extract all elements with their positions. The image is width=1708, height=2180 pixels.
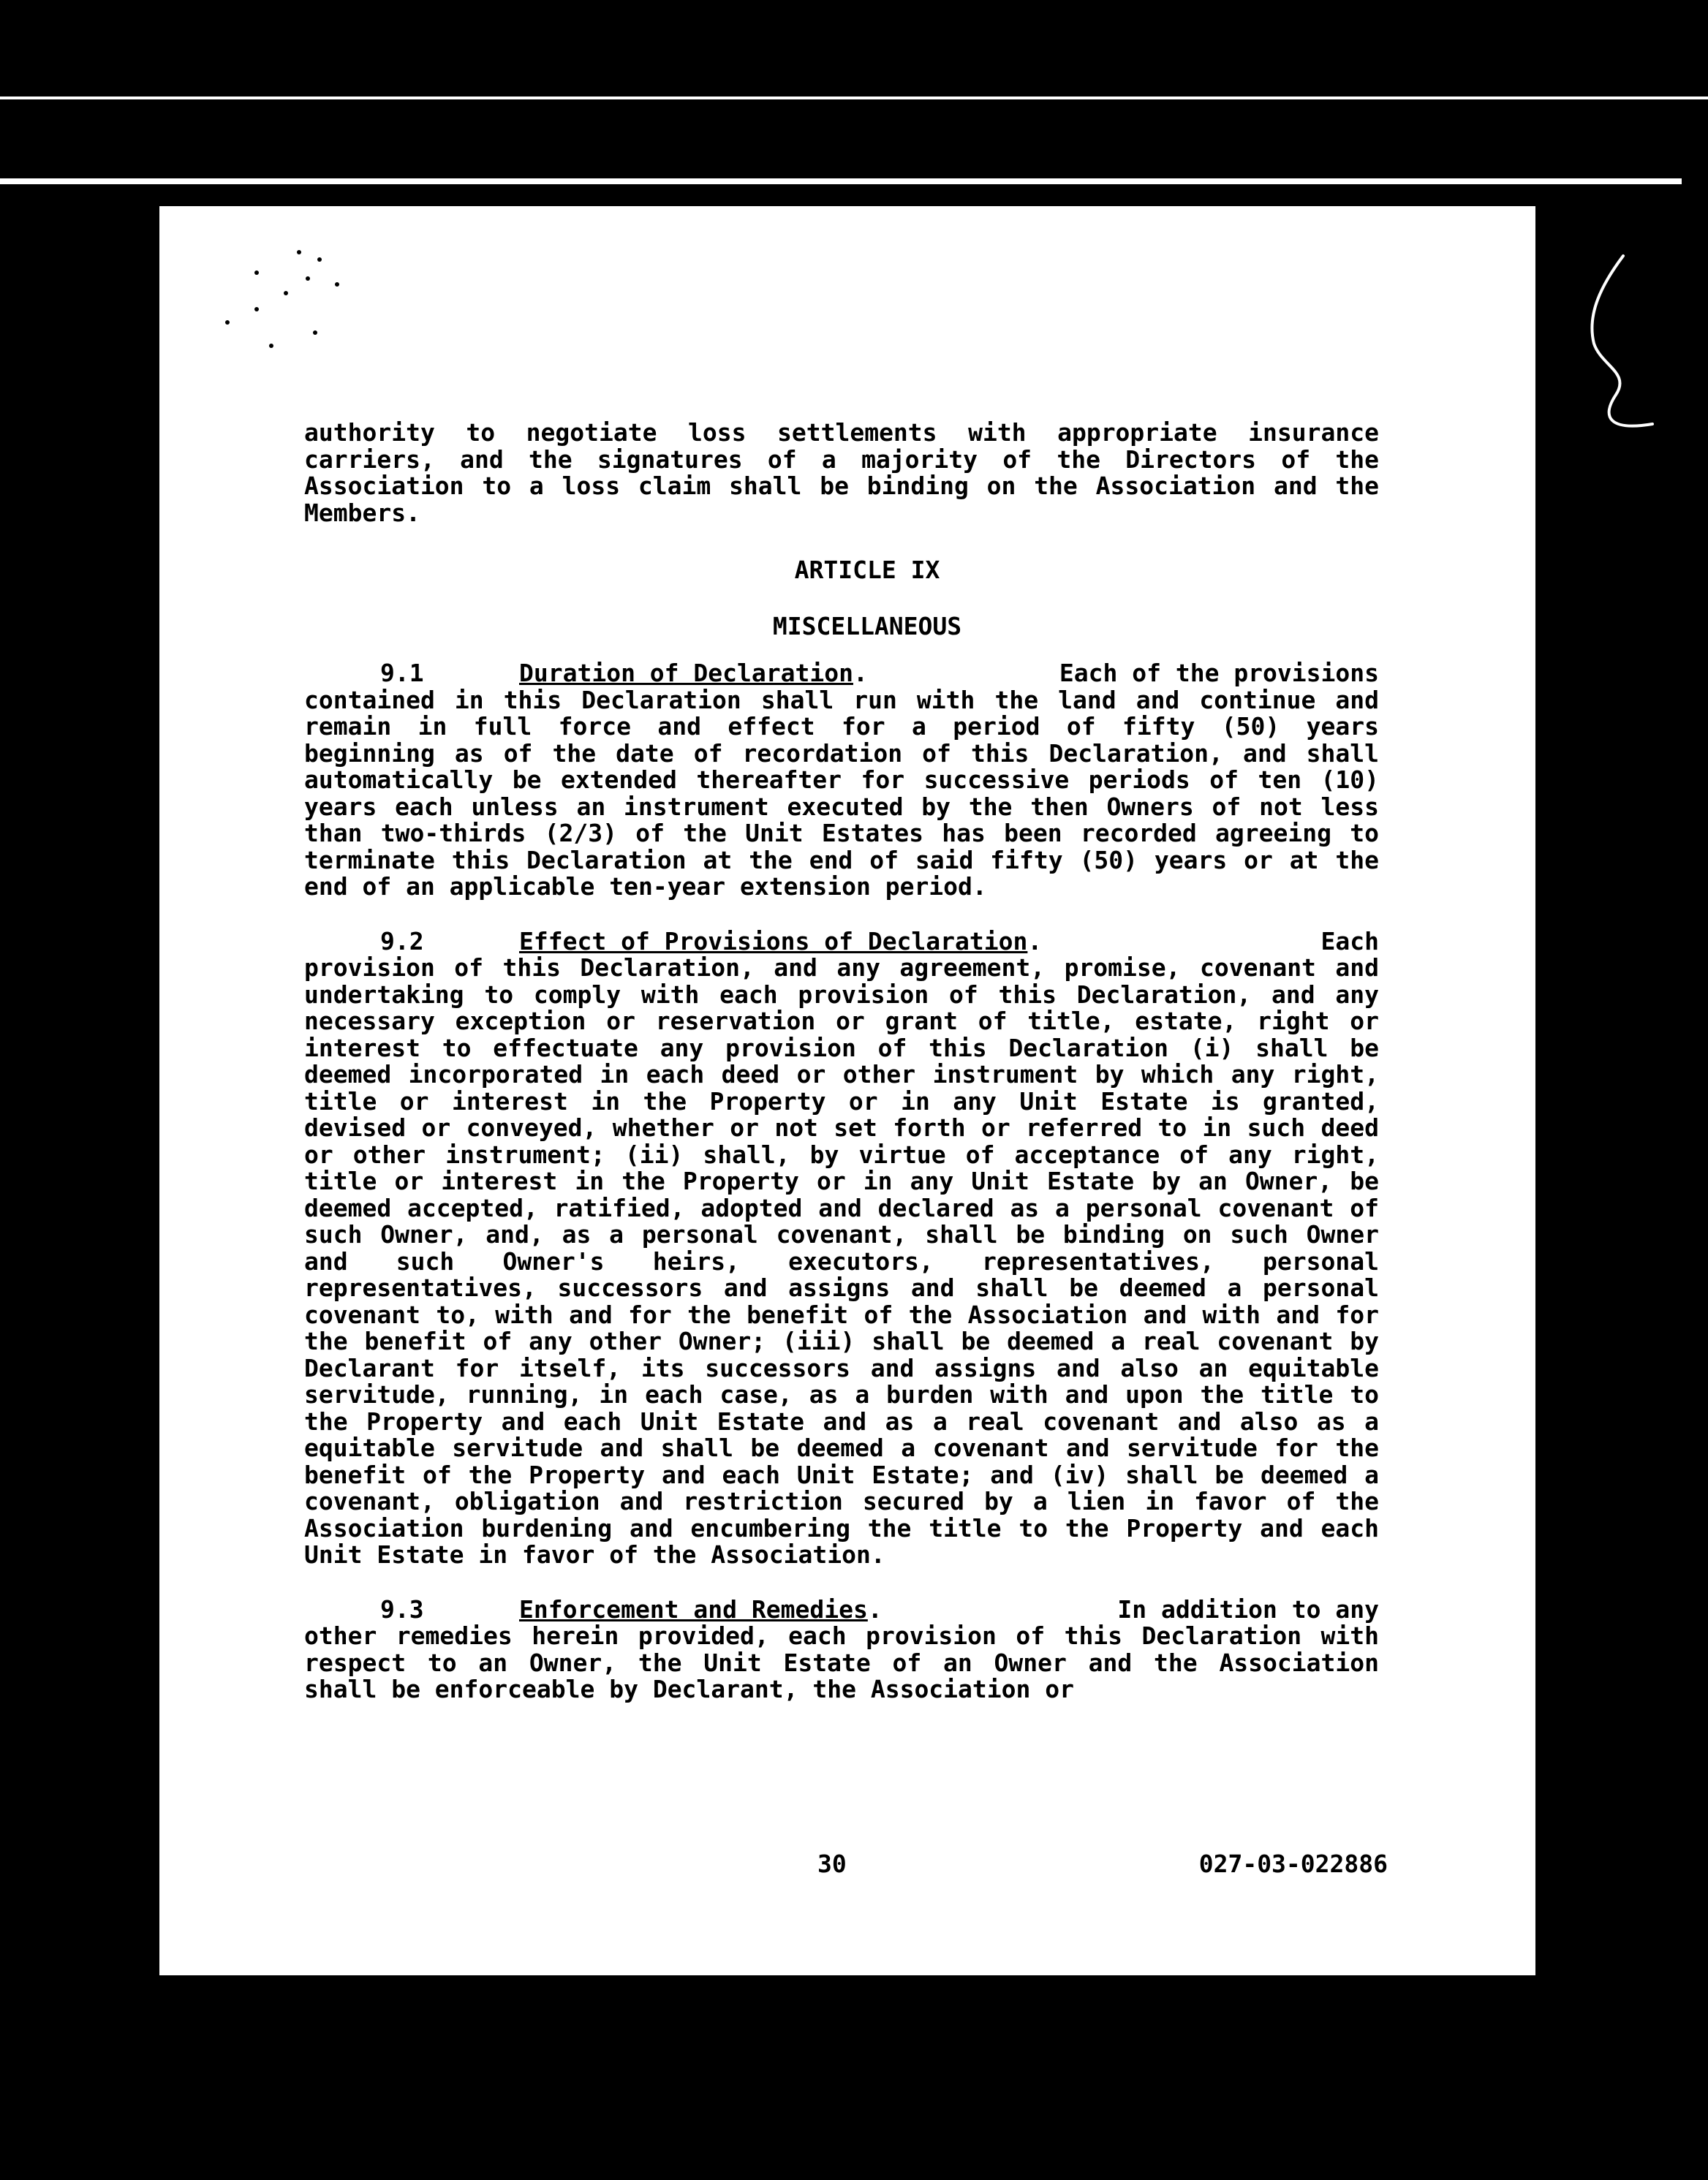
section-body: provision of this Declaration, and any agreement, promise, covenant and undertaking to comply with each provision of this Declaration, and any necessary exception or reservation or grant of title, estate, right or interest to effectuate any provision of this Declaration (i) shall be deemed incorporated in each deed or other instrument by which any right, title or interest in the Property or in any Unit Estate is granted, devised or conveyed, whether or not set forth or referred to in such deed or other instrument; (ii) shall, by virtue of acceptance of any right, title or interest in the Property or in any Unit Estate by an Owner, be deemed accepted, ratified, adopted and declared as a personal covenant of such Owner, and, as a personal covenant, shall be binding on such Owner and such Owner's heirs, executors, representatives, personal representatives, successors and assigns and shall be deemed a personal covenant to, with and for the benefit of the Association and with and for the benefit of any other Owner; (iii) shall be deemed a real covenant by Declarant for itself, its successors and assigns and also an equitable servitude, running, in each case, as a burden with and upon the title to the Property and each Unit Estate and as a real covenant and also as a equitable servitude and shall be deemed a covenant and servitude for the benefit of the Property and each Unit Estate; and (iv) shall be deemed a covenant, obligation and restriction secured by a lien in favor of the Association burdening and encumbering the title to the Property and each Unit Estate in favor of the Association. [304, 953, 1379, 1569]
section-title: Duration of Declaration [519, 659, 853, 687]
intro-paragraph: authority to negotiate loss settlements with appropriate insurance carriers, and the signatures of a majority of the Directors of the Association to a loss claim shall be binding on the Association and the Members. [304, 418, 1379, 527]
section-number: 9.1 [380, 659, 424, 687]
page-footer [817, 1850, 1388, 1878]
section-title: Effect of Provisions of Declaration [519, 926, 1028, 955]
section-9-3 [304, 1594, 1379, 1703]
document-page [159, 206, 1616, 1975]
section-title: Enforcement and Remedies [519, 1594, 868, 1624]
recording-stamp-text: 7862 1354 [1573, 1687, 1616, 1912]
section-number: 9.2 [380, 926, 424, 955]
speckle-marks [225, 250, 371, 352]
section-lead-text: In addition to any [1117, 1594, 1379, 1624]
article-heading: ARTICLE IX [794, 556, 940, 584]
section-lead-text: Each of the provisions [1059, 659, 1379, 687]
section-heading: 9.3 Enforcement and Remedies . In addition to any [380, 1594, 1379, 1624]
margin-rule [1676, 2100, 1679, 2180]
scan-edge-line [0, 178, 1682, 184]
section-heading: 9.2 Effect of Provisions of Declaration . Each [380, 926, 1379, 955]
section-body: other remedies herein provided, each provision of this Declaration with respect to an Owner, the Unit Estate of an Owner and the Association shall be enforceable by Declarant, the Association or [304, 1621, 1379, 1703]
section-9-2 [304, 928, 1379, 1569]
article-title: MISCELLANEOUS [772, 611, 962, 640]
scan-edge-line [0, 96, 1708, 99]
page-number: 30 [817, 1850, 847, 1878]
section-lead-text: Each [1320, 926, 1379, 955]
recording-stamp [1569, 1668, 1620, 1931]
handwritten-mark [1572, 241, 1674, 461]
section-body: contained in this Declaration shall run with the land and continue and remain in full force and effect for a period of fifty (50) years beginning as of the date of recordation of this Declaration, and shall automatically be extended thereafter for successive periods of ten (10) years each unless an instrument executed by the then Owners of not less than two-thirds (2/3) of the Unit Estates has been recorded agreeing to terminate this Declaration at the end of said fifty (50) years or at the end of an applicable ten-year extension period. [304, 685, 1379, 901]
section-9-1 [304, 660, 1379, 901]
document-body [304, 420, 1379, 1731]
section-heading: 9.1 Duration of Declaration . Each of the provisions [380, 659, 1379, 687]
document-code: 027-03-022886 [1198, 1850, 1388, 1878]
section-number: 9.3 [380, 1594, 424, 1624]
